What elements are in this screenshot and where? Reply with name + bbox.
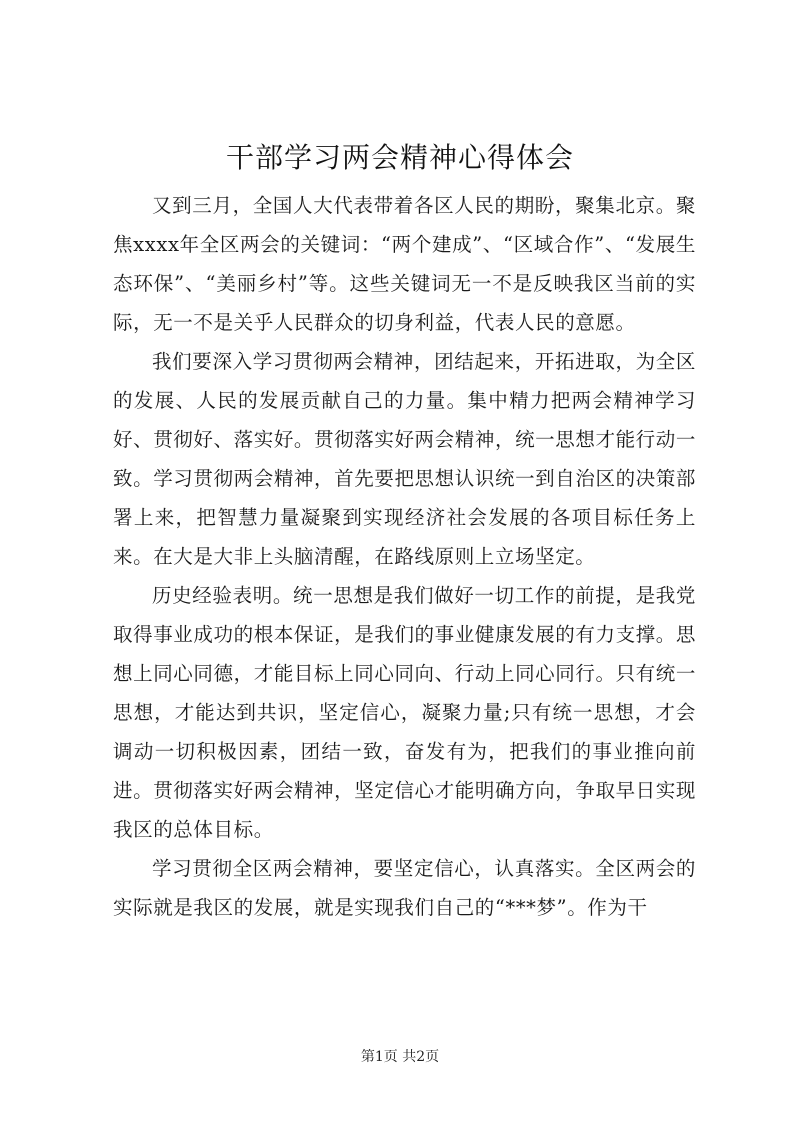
- document-title: 干部学习两会精神心得体会: [225, 141, 574, 174]
- paragraph-3: 历史经验表明。统一思想是我们做好一切工作的前提，是我党取得事业成功的根本保证，是我们的事业健康发展的有力支撑。思想上同心同德，才能目标上同心同向、行动上同心同行。只有统一思想，才能达到共识，坚定信心，凝聚力量;只有统一思想，才会调动一切积极因素，团结一致，奋发有为，把我们的事业推向前进。贯彻落实好两会精神，坚定信心才能明确方向，争取早日实现我区的总体目标。: [113, 584, 696, 841]
- paragraph-4: 学习贯彻全区两会精神，要坚定信心，认真落实。全区两会的实际就是我区的发展，就是实现我们自己的“***梦”。作为干: [113, 857, 696, 919]
- document-body: [113, 186, 696, 927]
- paragraph-1: 又到三月，全国人大代表带着各区人民的期盼，聚集北京。聚焦xxxx年全区两会的关键词：“两个建成”、“区域合作”、“发展生态环保”、“美丽乡村”等。这些关键词无一不是反映我区当前的实际，无一不是关乎人民群众的切身利益，代表人民的意愿。: [113, 194, 696, 334]
- page-footer: 第1页 共2页: [360, 1049, 440, 1065]
- paragraph-2: 我们要深入学习贯彻两会精神，团结起来，开拓进取，为全区的发展、人民的发展贡献自己的力量。集中精力把两会精神学习好、贯彻好、落实好。贯彻落实好两会精神，统一思想才能行动一致。学习贯彻两会精神，首先要把思想认识统一到自治区的决策部署上来，把智慧力量凝聚到实现经济社会发展的各项目标任务上来。在大是大非上头脑清醒，在路线原则上立场坚定。: [113, 350, 696, 568]
